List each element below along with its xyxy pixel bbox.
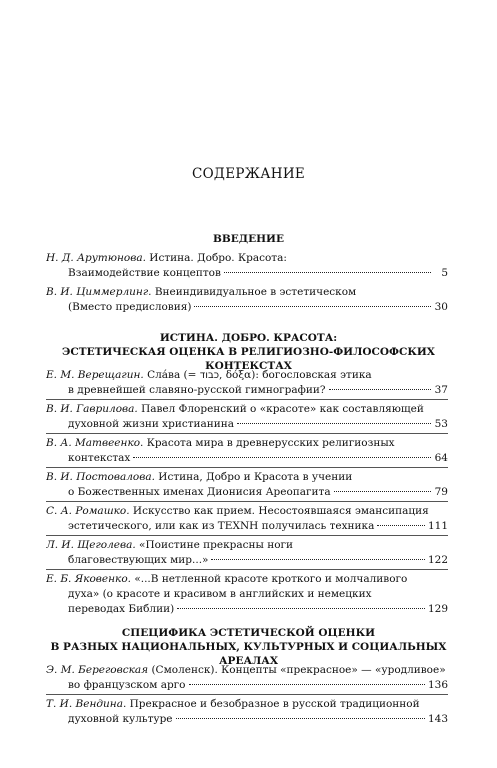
entry-author: Е. Б. Яковенко. [46,573,131,585]
entry-title: Внеиндивидуальное в эстетическом [151,286,357,298]
entry-divider [46,569,448,570]
leader-dots [224,272,431,273]
entry-author: С. А. Ромашко. [46,505,130,517]
entry-author: Н. Д. Арутюнова. [46,252,146,264]
page-title: СОДЕРЖАНИЕ [191,166,306,182]
page-number: 30 [434,301,448,313]
leader-dots [176,718,425,719]
leader-dots [334,491,431,492]
entry-author: В. И. Постовалова. [46,471,155,483]
entry-title-tail: , δόξα): богословская этика [219,369,372,381]
entry-title: «...В нетленной красоте кроткого и молчаливого [130,573,408,585]
entry-title: Искусство как прием. Несостоявшаяся эмансипация [129,505,429,517]
leader-dots [194,306,431,307]
leader-dots [237,423,431,424]
toc-entry[interactable] [46,538,448,568]
entry-title-continued: (Вместо предисловия) [68,301,192,313]
entry-title-line2: духа» (о красоте и красивом в английских и немецких [68,588,372,600]
entry-divider [46,694,448,695]
hebrew-word: כבוד [199,370,220,381]
page-number: 64 [434,452,448,464]
leader-dots [177,608,425,609]
toc-entry[interactable] [46,285,448,315]
page-number: 129 [427,603,448,615]
page-number: 122 [427,554,448,566]
section-heading-introduction: ВВЕДЕНИЕ [213,233,284,245]
entry-author: В. А. Матвеенко. [46,437,144,449]
entry-title-continued: в древнейшей славяно-русской гимнографии? [68,384,326,396]
entry-divider [46,433,448,434]
leader-dots [189,684,425,685]
entry-title: (Смоленск). Концепты «прекрасное» — «уродливое» [148,664,446,676]
toc-entry[interactable] [46,470,448,500]
entry-author: Е. М. Верещагин. [46,369,144,381]
toc-entry[interactable] [46,402,448,432]
toc-entry[interactable] [46,572,448,617]
entry-title-continued: Взаимодействие концептов [68,267,221,279]
entry-author: В. И. Циммерлинг. [46,286,152,298]
entry-title: Истина. Добро. Красота: [145,252,287,264]
entry-title: Слáва (= [143,369,200,381]
leader-dots [329,389,432,390]
entry-author: В. И. Гаврилова. [46,403,138,415]
toc-entry[interactable] [46,663,448,693]
entry-author: Л. И. Щеголева. [46,539,136,551]
page-number: 79 [434,486,448,498]
section-heading-national-areas: СПЕЦИФИКА ЭСТЕТИЧЕСКОЙ ОЦЕНКИ В РАЗНЫХ НАЦИОНАЛЬНЫХ, КУЛЬТУРНЫХ И СОЦИАЛЬНЫХ АРЕАЛАХ [50,627,447,667]
entry-title: Красота мира в древнерусских религиозных [143,437,395,449]
entry-title-continued: благовествующих мир...» [68,554,209,566]
entry-title: «Поистине прекрасны ноги [135,539,294,551]
entry-author: Т. И. Вендина. [46,698,127,710]
entry-divider [46,501,448,502]
entry-title-continued: о Божественных именах Дионисия Ареопагита [68,486,331,498]
page-number: 37 [434,384,448,396]
entry-title: Прекрасное и безобразное в русской традиционной [126,698,420,710]
leader-dots [133,457,431,458]
page-number: 111 [427,520,448,532]
entry-divider [46,467,448,468]
page-number: 5 [441,267,448,279]
leader-dots [377,525,425,526]
entry-title-continued: во французском арго [68,679,186,691]
page-number: 136 [427,679,448,691]
entry-title: Истина, Добро и Красота в учении [154,471,353,483]
page-number: 143 [427,713,448,725]
entry-title-continued: эстетического, или как из ТЕХΝΗ получилась техника [68,520,375,532]
entry-title: Павел Флоренский о «красоте» как составляющей [137,403,424,415]
page-number: 53 [434,418,448,430]
entry-divider [46,399,448,400]
toc-entry[interactable] [46,504,448,534]
toc-entry[interactable] [46,368,448,398]
entry-title-continued: переводах Библии) [68,603,175,615]
toc-entry[interactable] [46,251,448,281]
toc-entry[interactable] [46,436,448,466]
toc-entry[interactable] [46,697,448,727]
leader-dots [211,559,424,560]
entry-author: Э. М. Береговская [46,664,149,676]
entry-title-continued: духовной жизни христианина [68,418,235,430]
entry-title-continued: контекстах [68,452,131,464]
entry-divider [46,535,448,536]
section-heading-truth-good-beauty: ИСТИНА. ДОБРО. КРАСОТА: ЭСТЕТИЧЕСКАЯ ОЦЕНКА В РЕЛИГИОЗНО-ФИЛОСОФСКИХ КОНТЕКСТАХ [62,332,435,372]
entry-title-continued: духовной культуре [68,713,173,725]
